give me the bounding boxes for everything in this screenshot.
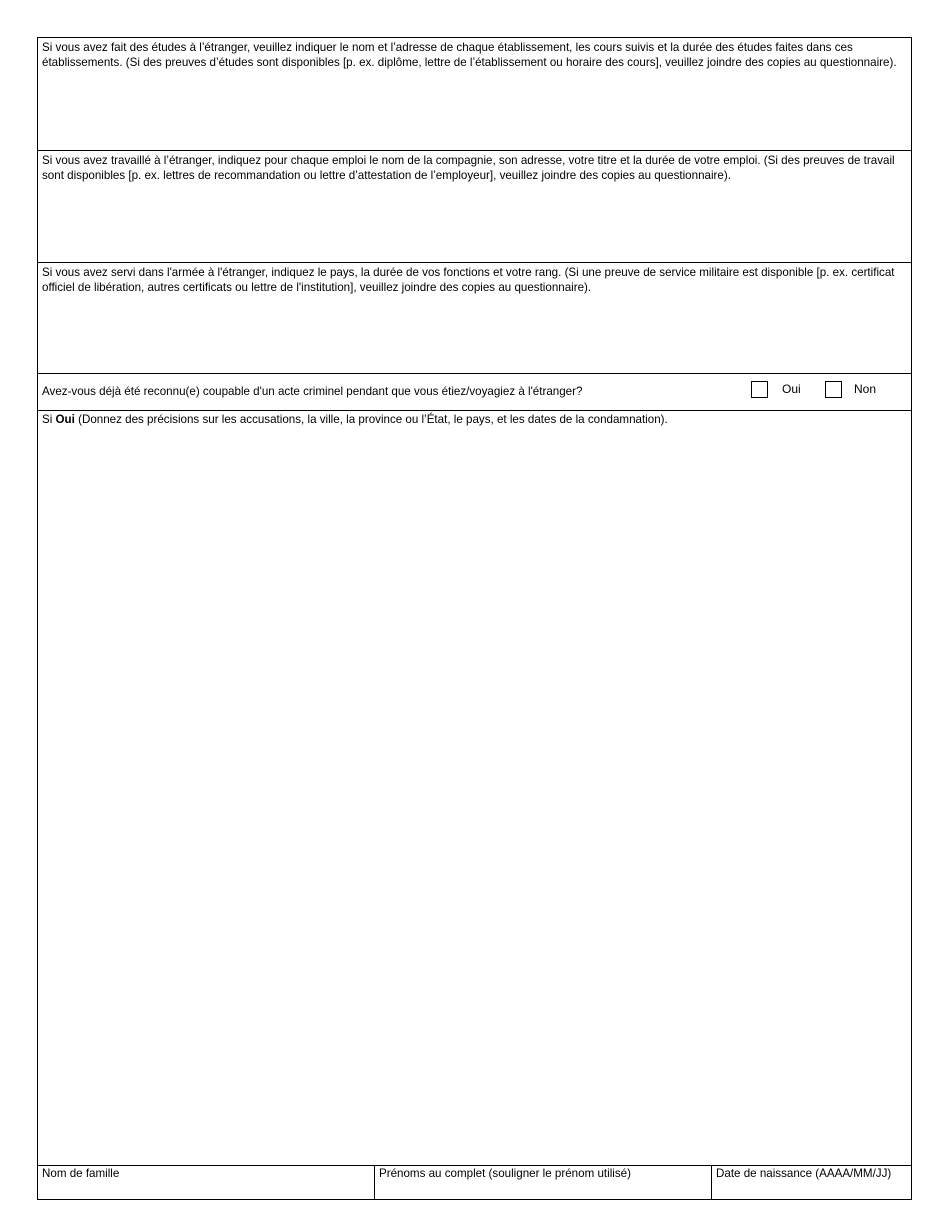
oui-label: Oui [782,381,801,396]
oui-checkbox[interactable] [751,381,768,398]
conviction-details-label [42,413,668,426]
foreign-military-field[interactable] [38,263,911,374]
family-name-label: Nom de famille [42,1167,120,1180]
family-name-field[interactable] [38,1165,375,1199]
details-oui-bold: Oui [55,413,75,426]
foreign-work-field[interactable] [38,151,911,263]
questionnaire-form [37,37,912,1200]
non-label: Non [854,381,877,396]
oui-option [751,381,801,398]
foreign-studies-field[interactable] [38,38,911,151]
conviction-details-field[interactable] [38,411,911,1166]
criminal-conviction-row [38,374,911,411]
foreign-studies-label: Si vous avez fait des études à l’étranger, veuillez indiquer le nom et l’adresse de chaque établissement, les cours suivis et la durée des études faites dans ces établissements. (Si des preuves d’études sont disponibles [p. ex. diplôme, lettre de l’établissement ou horaire des cours], veuillez joindre des copies au questionnaire). [42,41,897,70]
identity-footer [38,1165,911,1199]
given-names-field[interactable] [375,1165,712,1199]
criminal-conviction-question: Avez-vous déjà été reconnu(e) coupable d'un acte criminel pendant que vous étiez/voyagiez à l'étranger? [42,385,583,398]
details-rest: (Donnez des précisions sur les accusations, la ville, la province ou l’État, le pays, et les dates de la condamnation). [74,413,668,426]
foreign-military-label: Si vous avez servi dans l'armée à l'étranger, indiquez le pays, la durée de vos fonctions et votre rang. (Si une preuve de service militaire est disponible [p. ex. certificat officiel de libération, autres certificats ou lettre de l'institution], veuillez joindre des copies au questionnaire). [42,266,895,295]
foreign-work-label: Si vous avez travaillé à l’étranger, indiquez pour chaque emploi le nom de la compagnie, son adresse, votre titre et la durée de votre emploi. (Si des preuves de travail sont disponibles [p. ex. lettres de recommandation ou lettre d’attestation de l’employeur], veuillez joindre des copies au questionnaire). [42,154,895,183]
details-prefix: Si [42,413,56,426]
non-option [825,381,876,398]
birth-date-label: Date de naissance (AAAA/MM/JJ) [716,1167,892,1180]
non-checkbox[interactable] [825,381,842,398]
given-names-label: Prénoms au complet (souligner le prénom utilisé) [379,1167,631,1180]
birth-date-field[interactable] [712,1165,911,1199]
